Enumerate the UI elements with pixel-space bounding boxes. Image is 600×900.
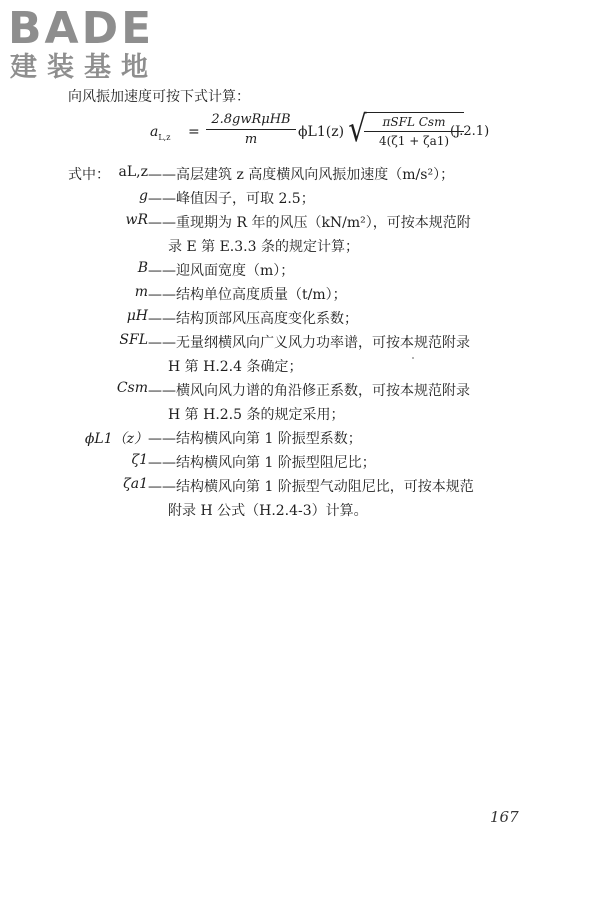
def-symbol: ζa1 bbox=[123, 476, 148, 492]
def-symbol: wR bbox=[125, 212, 148, 228]
def-symbol: ϕL1（z） bbox=[84, 431, 148, 447]
def-text: ——结构横风向第 1 阶振型阻尼比； bbox=[148, 455, 376, 471]
def-symbol: g bbox=[139, 188, 148, 204]
formula-lhs: $a_{L,z}$ bbox=[150, 124, 171, 142]
def-text: ——高层建筑 z 高度横风向风振加速度（m/s²）； bbox=[148, 167, 455, 183]
def-symbol: SFL bbox=[119, 332, 148, 348]
logo-subtitle: 建装基地 bbox=[10, 52, 158, 83]
def-symbol: μH bbox=[126, 308, 148, 324]
formula-denominator: m bbox=[244, 132, 258, 147]
sqrt-icon: √ bbox=[348, 109, 367, 150]
def-text: ——横风向风力谱的角沿修正系数，可按本规范附录 bbox=[148, 383, 470, 399]
formula-numerator: 2.8gwRμHB bbox=[206, 112, 296, 130]
def-text: ——结构顶部风压高度变化系数； bbox=[148, 311, 358, 327]
formula bbox=[150, 109, 530, 158]
page-number: 167 bbox=[490, 808, 519, 826]
def-symbol: Csm bbox=[116, 380, 148, 396]
def-text: ——重现期为 R 年的风压（kN/m²），可按本规范附 bbox=[148, 215, 471, 231]
logo-wordmark: BADE bbox=[8, 3, 155, 54]
sqrt-numerator: πSFL Csm bbox=[364, 113, 464, 132]
def-symbol: ζ1 bbox=[131, 452, 148, 468]
def-text-continuation: H 第 H.2.4 条确定； bbox=[168, 359, 303, 375]
sqrt-fraction bbox=[364, 112, 464, 148]
def-symbol: m bbox=[134, 284, 148, 300]
formula-equals: = bbox=[188, 124, 200, 140]
def-text-continuation: H 第 H.2.5 条的规定采用； bbox=[168, 407, 345, 423]
formula-label: (J.2.1) bbox=[450, 124, 490, 139]
defs-prefix: 式中： bbox=[68, 167, 110, 183]
sqrt-denominator: 4(ζ1 + ζa1) bbox=[378, 134, 450, 148]
formula-fraction bbox=[206, 112, 296, 147]
def-text: ——结构横风向第 1 阶振型系数； bbox=[148, 431, 362, 447]
def-text: ——无量纲横风向广义风力功率谱，可按本规范附录 bbox=[148, 335, 470, 351]
logo bbox=[8, 3, 158, 84]
def-text: ——结构单位高度质量（t/m）； bbox=[148, 287, 347, 303]
def-text: ——峰值因子，可取 2.5； bbox=[148, 191, 315, 207]
def-text-continuation: 录 E 第 E.3.3 条的规定计算； bbox=[168, 239, 359, 255]
def-symbol: B bbox=[137, 260, 148, 276]
def-text: ——迎风面宽度（m）； bbox=[148, 263, 295, 279]
intro-text: 向风振加速度可按下式计算： bbox=[68, 89, 250, 105]
def-text-continuation: 附录 H 公式（H.2.4-3）计算。 bbox=[168, 503, 368, 519]
formula-phi: ϕL1(z) bbox=[298, 124, 345, 140]
scan-speck bbox=[412, 357, 414, 359]
def-symbol: aL,z bbox=[118, 164, 148, 180]
def-text: ——结构横风向第 1 阶振型气动阻尼比，可按本规范 bbox=[148, 479, 474, 495]
